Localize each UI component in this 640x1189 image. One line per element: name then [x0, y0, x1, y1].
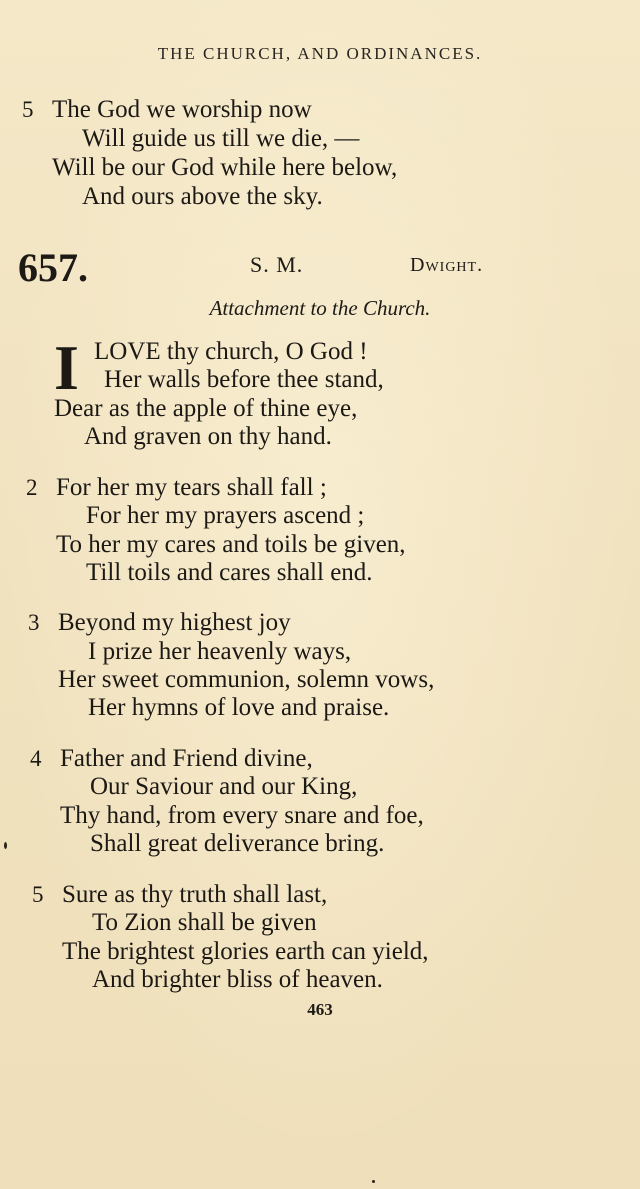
- verse-line: Her hymns of love and praise.: [88, 694, 390, 721]
- hymn-meter: S. M.: [250, 252, 304, 277]
- verse-number: 5: [22, 97, 34, 122]
- verse-line: To her my cares and toils be given,: [56, 531, 406, 558]
- hymn-title: Attachment to the Church.: [209, 296, 431, 320]
- verse-number: 5: [32, 882, 44, 907]
- drop-cap: I: [54, 332, 79, 403]
- verse-line: To Zion shall be given: [92, 909, 317, 936]
- running-head: THE CHURCH, AND ORDINANCES.: [157, 44, 483, 63]
- verse-line: Shall great deliverance bring.: [90, 830, 385, 857]
- hymn-author: Dwight.: [410, 254, 484, 276]
- verse-line: Dear as the apple of thine eye,: [54, 395, 358, 422]
- verse-line: I prize her heavenly ways,: [88, 638, 352, 665]
- verse-line: Her sweet communion, solemn vows,: [58, 666, 435, 693]
- verse-line: And graven on thy hand.: [84, 423, 332, 450]
- verse-line: Her walls before thee stand,: [104, 366, 384, 393]
- verse-line: For her my tears shall fall ;: [56, 474, 327, 501]
- hymn-number: 657.: [18, 245, 88, 290]
- verse-number: 2: [26, 475, 38, 500]
- page-number: 463: [307, 1000, 333, 1019]
- verse-line: LOVE thy church, O God !: [94, 338, 368, 365]
- verse-number: 4: [30, 746, 42, 771]
- verse-line: Will guide us till we die, —: [82, 125, 360, 152]
- verse-line: Till toils and cares shall end.: [86, 559, 373, 586]
- verse-line: And ours above the sky.: [82, 183, 323, 210]
- verse-line: Will be our God while here below,: [52, 154, 398, 181]
- ink-speck: [4, 842, 7, 849]
- verse-line: Thy hand, from every snare and foe,: [60, 802, 424, 829]
- ink-speck: [372, 1180, 375, 1183]
- verse-line: Beyond my highest joy: [58, 609, 291, 636]
- verse-line: The brightest glories earth can yield,: [62, 938, 429, 965]
- verse-line: The God we worship now: [52, 96, 312, 123]
- verse-line: For her my prayers ascend ;: [86, 502, 365, 529]
- verse-line: Our Saviour and our King,: [90, 773, 358, 800]
- verse-line: Father and Friend divine,: [60, 745, 313, 772]
- verse-number: 3: [28, 610, 40, 635]
- verse-line: And brighter bliss of heaven.: [92, 966, 383, 993]
- verse-line: Sure as thy truth shall last,: [62, 881, 328, 908]
